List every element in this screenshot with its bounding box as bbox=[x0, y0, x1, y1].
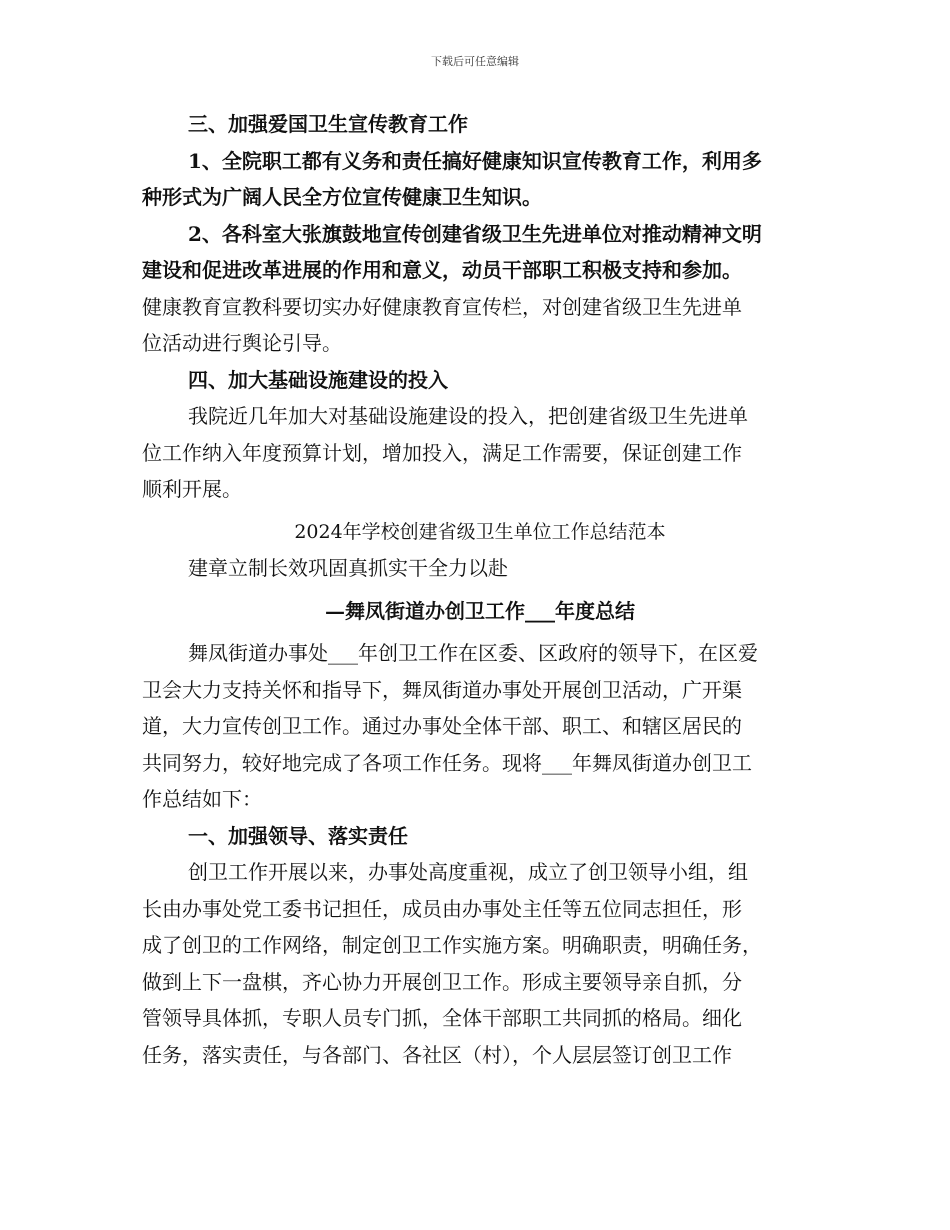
text-line: 长由办事处党工委书记担任，成员由办事处主任等五位同志担任，形 bbox=[142, 896, 742, 921]
text-line: 创卫工作开展以来，办事处高度重视，成立了创卫领导小组，组 bbox=[188, 860, 748, 884]
text-line: 种形式为广阔人民全方位宣传健康卫生知识。 bbox=[142, 185, 542, 209]
text-line: 共同努力，较好地完成了各项工作任务。现将___年舞凤街道办创卫工 bbox=[142, 750, 752, 775]
text-line: 健康教育宣教科要切实办好健康教育宣传栏，对创建省级卫生先进单 bbox=[142, 294, 742, 319]
text-line: 位活动进行舆论引导。 bbox=[142, 331, 342, 355]
text-line: 卫会大力支持关怀和指导下，舞凤街道办事处开展创卫活动，广开渠 bbox=[142, 677, 742, 702]
text-line: —舞凤街道办创卫工作___年度总结 bbox=[325, 598, 635, 623]
text-line: 成了创卫的工作网络，制定创卫工作实施方案。明确职责，明确任务， bbox=[142, 933, 762, 957]
text-line: 道，大力宣传创卫工作。通过办事处全体干部、职工、和辖区居民的 bbox=[142, 714, 742, 738]
text-line: 位工作纳入年度预算计划，增加投入，满足工作需要，保证创建工作 bbox=[142, 440, 742, 465]
text-line: 建设和促进改革进展的作用和意义，动员干部职工积极支持和参加。 bbox=[142, 258, 742, 282]
text-line: 2024年学校创建省级卫生单位工作总结范本 bbox=[294, 520, 666, 543]
text-line: 我院近几年加大对基础设施建设的投入，把创建省级卫生先进单 bbox=[188, 404, 748, 428]
text-line: 管领导具体抓，专职人员专门抓，全体干部职工共同抓的格局。细化 bbox=[142, 1006, 742, 1030]
text-line: 建章立制长效巩固真抓实干全力以赴 bbox=[188, 556, 508, 580]
text-line: 三、加强爱国卫生宣传教育工作 bbox=[188, 112, 468, 136]
text-line: 舞凤街道办事处___年创卫工作在区委、区政府的领导下，在区爱 bbox=[188, 641, 758, 665]
text-line: 2、各科室大张旗鼓地宣传创建省级卫生先进单位对推动精神文明 bbox=[188, 221, 762, 246]
page-header: 下载后可任意编辑 bbox=[431, 55, 519, 68]
text-line: 任务，落实责任，与各部门、各社区（村），个人层层签订创卫工作 bbox=[142, 1042, 732, 1067]
text-line: 四、加大基础设施建设的投入 bbox=[188, 367, 448, 392]
text-line: 作总结如下： bbox=[142, 787, 262, 811]
text-line: 做到上下一盘棋，齐心协力开展创卫工作。形成主要领导亲自抓，分 bbox=[142, 969, 742, 994]
document-body bbox=[142, 106, 818, 1073]
text-line: 一、加强领导、落实责任 bbox=[188, 823, 408, 848]
text-line: 1、全院职工都有义务和责任搞好健康知识宣传教育工作，利用多 bbox=[188, 148, 762, 173]
text-line: 顺利开展。 bbox=[142, 477, 242, 501]
